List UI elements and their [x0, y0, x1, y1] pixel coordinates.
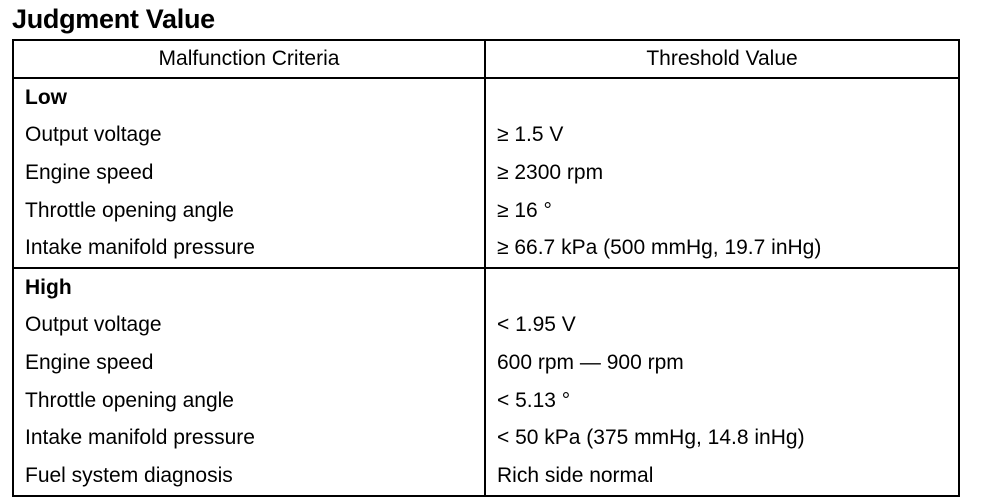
section-empty-cell — [485, 78, 959, 117]
section-row-low — [13, 78, 959, 117]
table-row — [13, 117, 959, 155]
table-row — [13, 344, 959, 382]
column-header-threshold: Threshold Value — [485, 40, 959, 78]
judgment-value-table — [12, 39, 960, 497]
table-row — [13, 229, 959, 268]
column-header-criteria: Malfunction Criteria — [13, 40, 485, 78]
threshold-cell: < 50 kPa (375 mmHg, 14.8 inHg) — [485, 419, 959, 457]
criteria-cell: Fuel system diagnosis — [13, 457, 485, 496]
threshold-cell: < 5.13 ° — [485, 382, 959, 420]
threshold-cell: ≥ 16 ° — [485, 192, 959, 230]
criteria-cell: Output voltage — [13, 117, 485, 155]
criteria-cell: Intake manifold pressure — [13, 229, 485, 268]
section-row-high — [13, 268, 959, 307]
section-label-high: High — [13, 268, 485, 307]
table-row — [13, 419, 959, 457]
table-row — [13, 307, 959, 345]
table-row — [13, 154, 959, 192]
section-label-low: Low — [13, 78, 485, 117]
criteria-cell: Engine speed — [13, 344, 485, 382]
threshold-cell: < 1.95 V — [485, 307, 959, 345]
criteria-cell: Intake manifold pressure — [13, 419, 485, 457]
table-row — [13, 192, 959, 230]
section-empty-cell — [485, 268, 959, 307]
table-row — [13, 382, 959, 420]
threshold-cell: ≥ 2300 rpm — [485, 154, 959, 192]
table-header-row — [13, 40, 959, 78]
threshold-cell: 600 rpm — 900 rpm — [485, 344, 959, 382]
threshold-cell: Rich side normal — [485, 457, 959, 496]
criteria-cell: Throttle opening angle — [13, 382, 485, 420]
page-title: Judgment Value — [12, 4, 215, 34]
criteria-cell: Engine speed — [13, 154, 485, 192]
threshold-cell: ≥ 1.5 V — [485, 117, 959, 155]
threshold-cell: ≥ 66.7 kPa (500 mmHg, 19.7 inHg) — [485, 229, 959, 268]
criteria-cell: Throttle opening angle — [13, 192, 485, 230]
table-row — [13, 457, 959, 496]
criteria-cell: Output voltage — [13, 307, 485, 345]
